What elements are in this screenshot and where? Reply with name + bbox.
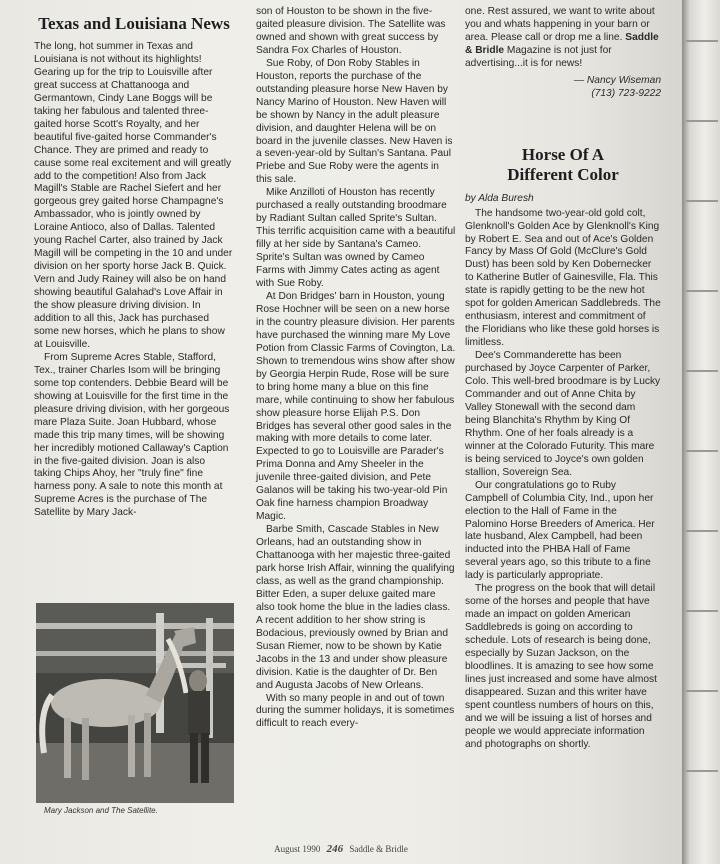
photo-caption: Mary Jackson and The Satellite. [44, 806, 158, 815]
article-paragraph: son of Houston to be shown in the five-gaited pleasure division. The Satellite was owned and shown with great success by Sandra Fox Charles of Houston. [256, 6, 446, 56]
signature-phone: (713) 723-9222 [591, 87, 661, 99]
page-footer [0, 843, 682, 855]
horse-and-rider-image [36, 603, 234, 803]
article-paragraph: Dee's Commanderette has been purchased by Joyce Carpenter of Parker, Colo. This well-bred broodmare is by Lucky Commander and out of Anne Chita by Valley Stonewall with the second dam being Blanchita's Rhythm by King Of Rhythm. One of her foals already is a winner at the Colorado Futurity. This mare is being serviced to Joyce's own golden stallion, Sovereign Sea. [465, 350, 661, 478]
article-paragraph: At Don Bridges' barn in Houston, young Rose Hochner will be seen on a new horse in the country pleasure division. Her parents have purchased the winning mare My Love Potion from Classic Farms of Covington, La. Shown to tremendous wins show after show by Georgia Herpin Rude, Rose will be sure to bring home many a blue on this fine mare, while continuing to show her fabulous show pleasure horse Elijah P.S. Don Bridges has several other good sales in the making with more details to come later. Expected to go to Louisville are Parader's Prima Donna and Amy Sheeler in the juvenile three-gaited division, and Pete Galanos will be taking his two-year-old Pin Oak fine harness champion Broadway Magic. [256, 290, 456, 523]
column-1 [34, 6, 234, 520]
column-3 [465, 6, 661, 752]
closing-text: one. Rest assured, we want to write about you and whats happening in your barn or area. Please call or drop me a line. [465, 6, 655, 43]
article-paragraph: Sue Roby, of Don Roby Stables in Houston, reports the purchase of the outstanding pleasure horse New Haven by Nancy Marino of Houston. New Haven will be shown by Nancy in the adult pleasure division, and daughter Helena will be on board in the juvenile classes. New Haven is a seven-year-old by Sultan's Santana. Paul Priebe and Sue Roby were the agents in this sale. [256, 57, 453, 186]
article-paragraph: Mike Anzilloti of Houston has recently purchased a really outstanding broodmare by Radiant Sultan called Sprite's Sultan. This terrific acquisition came with a beautiful filly at her side by Santana's Cameo. Sprite's Sultan was owned by Cameo Farms with Jimmy Cates acting as agent with Sue Roby. [256, 187, 456, 290]
article-paragraph: Our congratulations go to Ruby Campbell of Columbia City, Ind., upon her election to the Hall of Fame in the Palomino Horse Breeders of America. Her late husband, Alex Campbell, had been inducted into the PHBA Hall of Fame several years ago, so this tribute to a fine lady is particularly appropriate. [465, 479, 655, 582]
article-title-horse-of-a: Horse Of A [521, 144, 605, 164]
footer-date: August 1990 [274, 844, 321, 854]
page-number: 246 [326, 843, 344, 855]
magazine-name: Saddle & Bridle [465, 31, 659, 56]
article-title-texas-louisiana: Texas and Louisiana News [38, 14, 230, 33]
closing-text-tail: Magazine is not just for advertising...it is for news! [465, 44, 612, 69]
article-paragraph: The handsome two-year-old gold colt, Glenknoll's Golden Ace by Glenknoll's King by Robert E. Sea and out of Ace's Golden Fancy by Mass Of Gold (McClure's Gold Dust) has been sold by Ken Dobernecker to Katherine Butler of Gainesville, Fla. This state is rapidly getting to be the new hot spot for golden American Saddlebreds. The enthusiasm, interest and commitment of the Floridians who like these gold horses is limitless. [465, 207, 661, 349]
horse-photo [36, 603, 234, 803]
byline: by Alda Buresh [465, 192, 534, 204]
article-paragraph: From Supreme Acres Stable, Stafford, Tex., trainer Charles Isom will be bringing some top contenders. Debbie Beard will be showing at Louisville for the first time in the pleasure driving division, with her gorgeous mare Plaza Suite. Joan Hubbard, whose made this trip many times, will be showing her incredibly motioned Callaway's Caption in the five-gaited division. Joan is also taking Chips Ahoy, her "truly fine" fine harness pony. A sale to note this month at Supreme Acres is the purchase of The Satellite by Mary Jack- [34, 351, 230, 519]
adjacent-page-edge [682, 0, 720, 864]
signature-name: — Nancy Wiseman [573, 74, 661, 86]
article-paragraph: The long, hot summer in Texas and Louisiana is not without its highlights! Gearing up for the trip to Louisville after great success at Chattanooga and Germantown, Cindy Lane Boggs will be taking her fabulous and talented three-gaited horse Scott's Royalty, and her beautiful five-gaited horse Commander's Chance. They are primed and ready to cause some real excitement and will greatly add to the competition! Also from Jack Magill's Stable are Rachel Siefert and her gorgeous grey gaited horse Champagne's Ambassador, who is jointly owned by Loraine Antioco, also of Dallas. Talented young Rachel Carter, also trained by Jack Magill will be competing in the 10 and under division on her sporty horse Jack B. Quick. Vern and Judy Rainey will also be on hand showing beautiful Galahad's Love Affair in the show pleasure driving division. In addition to all this, Jack has purchased some new horses, which he plans to show at Louisville. [34, 41, 233, 350]
article-paragraph: With so many people in and out of town during the summer holidays, it is sometimes difficult to reach every- [256, 692, 455, 730]
article-title-different-color: Different Color [507, 164, 619, 184]
article-paragraph [465, 6, 661, 71]
article-paragraph: The progress on the book that will detail some of the horses and people that have made an impact on golden American Saddlebreds is going on according to schedule. Lots of research is being done, especially by Suzan Jackson, on the bloodlines. It is amazing to see how some lines just increased and some have almost disappeared. Suzan and this writer have spent countless numbers of hours on this, and we will be issuing a list of horses and people we would appreciate information and photographs on shortly. [465, 583, 657, 750]
column-2 [256, 6, 456, 731]
article-paragraph: Barbe Smith, Cascade Stables in New Orleans, had an outstanding show in Chattanooga with her majestic three-gaited park horse Irish Affair, winning the qualifying class, as well as the grand championship. Bitter Eden, a super deluxe gaited mare also took home the blue in the ladies class. A recent addition to her show string is Bodacious, previously owned by Brian and Susan Riemer, now to be shown by Katie Jacobs in the 13 and under show pleasure division. Katie is the daughter of Dr. Ben and Augusta Jacobs of New Orleans. [256, 524, 455, 691]
footer-magazine: Saddle & Bridle [349, 844, 408, 854]
